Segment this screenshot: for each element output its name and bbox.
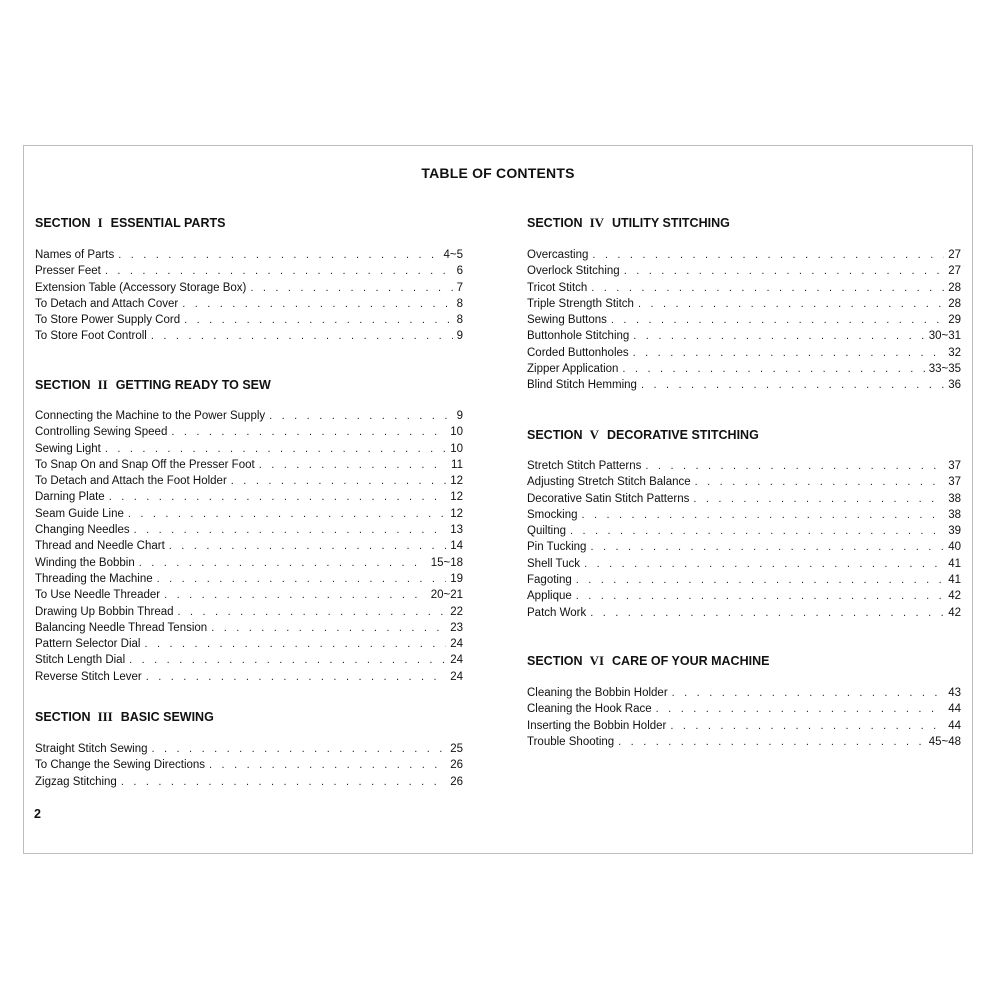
toc-entry-page: 26 <box>450 775 463 788</box>
toc-entry-label: Zipper Application <box>527 363 619 376</box>
toc-entry-label: Seam Guide Line <box>35 507 124 520</box>
toc-entry <box>527 701 961 717</box>
toc-entry-label: Overlock Stitching <box>527 265 620 278</box>
section-numeral: VI <box>589 653 605 668</box>
toc-entry <box>527 361 961 377</box>
toc-entry <box>35 441 463 457</box>
toc-entry-page: 36 <box>948 379 961 392</box>
toc-entry <box>35 620 463 636</box>
dot-leader <box>611 312 944 328</box>
dot-leader <box>591 280 944 296</box>
toc-entry-label: Blind Stitch Hemming <box>527 379 637 392</box>
section-label: SECTION <box>527 654 583 668</box>
toc-entry-page: 28 <box>948 281 961 294</box>
dot-leader <box>618 734 925 750</box>
dot-leader <box>118 247 439 263</box>
toc-entry <box>527 491 961 507</box>
dot-leader <box>582 507 945 523</box>
toc-entry-page: 14 <box>450 540 463 553</box>
toc-entry-label: Reverse Stitch Lever <box>35 670 142 683</box>
section-name: UTILITY STITCHING <box>612 216 730 230</box>
toc-entry-label: Shell Tuck <box>527 557 581 570</box>
toc-entry <box>35 604 463 620</box>
toc-entry-page: 32 <box>948 346 961 359</box>
toc-entry-page: 8 <box>456 297 463 310</box>
dot-leader <box>178 604 447 620</box>
toc-entry-label: Triple Strength Stitch <box>527 297 634 310</box>
toc-entry-label: Straight Stitch Sewing <box>35 743 148 755</box>
toc-entry <box>35 280 463 296</box>
toc-entry-page: 27 <box>948 249 961 261</box>
toc-entry <box>35 506 463 522</box>
toc-entry-label: Drawing Up Bobbin Thread <box>35 605 174 618</box>
section-numeral: III <box>97 709 113 724</box>
dot-leader <box>570 523 944 539</box>
section-name: BASIC SEWING <box>120 710 214 724</box>
toc-entry <box>527 572 961 588</box>
dot-leader <box>641 377 944 393</box>
toc-entry-page: 24 <box>450 670 463 683</box>
toc-entry <box>527 345 961 361</box>
dot-leader <box>105 263 453 279</box>
toc-entry <box>35 424 463 440</box>
toc-entry-label: To Detach and Attach Cover <box>35 297 179 310</box>
toc-entry <box>35 312 463 328</box>
toc-entry-page: 24 <box>450 654 463 667</box>
section-heading-4 <box>527 215 730 231</box>
toc-entry-page: 19 <box>450 572 463 585</box>
dot-leader <box>656 701 945 717</box>
toc-entry-label: Corded Buttonholes <box>527 346 629 359</box>
toc-entry <box>35 296 463 312</box>
toc-entry <box>35 473 463 489</box>
section-heading-3 <box>35 709 214 725</box>
toc-entry-label: Smocking <box>527 508 578 521</box>
toc-entry-label: Sewing Light <box>35 442 101 455</box>
toc-entry-page: 42 <box>948 590 961 603</box>
toc-entry <box>35 741 463 757</box>
toc-entry-page: 4~5 <box>443 249 463 261</box>
toc-entry-page: 45~48 <box>928 735 961 748</box>
toc-entry <box>35 489 463 505</box>
dot-leader <box>269 408 452 424</box>
dot-leader <box>672 685 945 701</box>
section-name: GETTING READY TO SEW <box>115 378 271 392</box>
toc-entry-label: To Detach and Attach the Foot Holder <box>35 475 227 488</box>
toc-entry-page: 12 <box>450 507 463 520</box>
toc-entry-page: 24 <box>450 638 463 651</box>
toc-entry-page: 33~35 <box>928 363 961 376</box>
dot-leader <box>576 572 944 588</box>
toc-entry-label: Pin Tucking <box>527 541 587 554</box>
toc-entry-label: Patch Work <box>527 606 587 619</box>
dot-leader <box>152 741 447 757</box>
dot-leader <box>128 506 446 522</box>
dot-leader <box>157 571 447 587</box>
toc-entry <box>527 539 961 555</box>
section-label: SECTION <box>527 428 583 442</box>
dot-leader <box>146 669 446 685</box>
toc-entry-page: 11 <box>451 458 463 471</box>
toc-entry-label: Sewing Buttons <box>527 314 607 327</box>
toc-entry <box>527 296 961 312</box>
section-name: DECORATIVE STITCHING <box>606 428 759 442</box>
section-name: CARE OF YOUR MACHINE <box>612 654 770 668</box>
toc-entry-page: 25 <box>450 743 463 755</box>
toc-entry-label: Extension Table (Accessory Storage Box) <box>35 281 247 294</box>
dot-leader <box>633 345 945 361</box>
toc-entry-label: Zigzag Stitching <box>35 775 117 788</box>
toc-entry-label: Stretch Stitch Patterns <box>527 460 642 472</box>
toc-entry-page: 9 <box>456 410 463 422</box>
section-5-entries <box>527 458 961 621</box>
toc-entry-label: Buttonhole Stitching <box>527 330 630 343</box>
toc-entry-page: 10 <box>450 442 463 455</box>
dot-leader <box>645 458 944 474</box>
section-numeral: I <box>97 215 103 230</box>
toc-entry-label: Adjusting Stretch Stitch Balance <box>527 476 691 489</box>
toc-entry-page: 12 <box>450 475 463 488</box>
toc-entry <box>527 377 961 393</box>
toc-entry-label: Names of Parts <box>35 249 115 261</box>
toc-entry-label: Cleaning the Bobbin Holder <box>527 687 668 699</box>
dot-leader <box>624 263 945 279</box>
toc-entry <box>527 280 961 296</box>
section-numeral: V <box>589 427 599 442</box>
toc-entry-page: 41 <box>948 574 961 587</box>
toc-entry-label: Fagoting <box>527 574 572 587</box>
toc-entry-label: Winding the Bobbin <box>35 556 135 569</box>
toc-entry-page: 7 <box>456 281 463 294</box>
toc-entry-page: 30~31 <box>928 330 961 343</box>
toc-entry-label: To Store Power Supply Cord <box>35 314 181 327</box>
toc-entry-page: 15~18 <box>430 556 463 569</box>
toc-entry <box>527 328 961 344</box>
toc-entry-page: 37 <box>948 476 961 489</box>
section-label: SECTION <box>35 216 91 230</box>
toc-entry <box>527 718 961 734</box>
dot-leader <box>592 247 944 263</box>
toc-entry-page: 28 <box>948 297 961 310</box>
toc-entry-page: 23 <box>450 621 463 634</box>
toc-entry <box>527 523 961 539</box>
dot-leader <box>211 620 446 636</box>
dot-leader <box>231 473 446 489</box>
toc-entry <box>35 555 463 571</box>
section-label: SECTION <box>35 378 91 392</box>
toc-entry-page: 37 <box>948 460 961 472</box>
toc-entry-page: 29 <box>948 314 961 327</box>
toc-entry <box>527 734 961 750</box>
toc-entry <box>527 556 961 572</box>
toc-entry-label: Applique <box>527 590 572 603</box>
toc-entry-page: 6 <box>456 265 463 278</box>
toc-entry-label: Thread and Needle Chart <box>35 540 165 553</box>
section-label: SECTION <box>527 216 583 230</box>
manual-page <box>23 145 973 854</box>
toc-entry-page: 40 <box>948 541 961 554</box>
dot-leader <box>693 491 944 507</box>
toc-entry-label: Presser Feet <box>35 265 101 278</box>
toc-entry-label: To Change the Sewing Directions <box>35 759 206 772</box>
dot-leader <box>109 489 447 505</box>
section-name: ESSENTIAL PARTS <box>110 216 226 230</box>
toc-entry-page: 27 <box>948 265 961 278</box>
section-heading-6 <box>527 653 769 669</box>
section-label: SECTION <box>35 710 91 724</box>
toc-entry-page: 44 <box>948 703 961 716</box>
dot-leader <box>590 539 944 555</box>
toc-entry-page: 26 <box>450 759 463 772</box>
dot-leader <box>121 774 446 790</box>
dot-leader <box>184 312 452 328</box>
toc-entry <box>35 669 463 685</box>
toc-entry-label: Darning Plate <box>35 491 105 504</box>
toc-entry-label: Quilting <box>527 525 566 538</box>
dot-leader <box>638 296 944 312</box>
toc-entry-label: Connecting the Machine to the Power Supply <box>35 410 266 422</box>
dot-leader <box>622 361 924 377</box>
toc-entry-page: 13 <box>450 524 463 537</box>
toc-entry-page: 38 <box>948 508 961 521</box>
toc-entry <box>35 328 463 344</box>
toc-entry-label: Inserting the Bobbin Holder <box>527 719 667 732</box>
toc-entry <box>527 588 961 604</box>
toc-entry <box>35 587 463 603</box>
toc-entry-label: Decorative Satin Stitch Patterns <box>527 492 690 505</box>
toc-entry <box>527 605 961 621</box>
toc-entry-page: 20~21 <box>430 589 463 602</box>
dot-leader <box>590 605 944 621</box>
toc-entry-label: Changing Needles <box>35 524 130 537</box>
toc-entry <box>527 507 961 523</box>
dot-leader <box>171 424 446 440</box>
toc-entry-label: Overcasting <box>527 249 589 261</box>
toc-entry <box>35 652 463 668</box>
dot-leader <box>151 328 453 344</box>
toc-entry <box>527 458 961 474</box>
section-4-entries <box>527 247 961 394</box>
dot-leader <box>209 757 446 773</box>
toc-entry-page: 38 <box>948 492 961 505</box>
toc-entry <box>35 757 463 773</box>
toc-entry <box>35 774 463 790</box>
toc-entry-page: 12 <box>450 491 463 504</box>
page-title: TABLE OF CONTENTS <box>421 165 575 181</box>
toc-entry <box>35 457 463 473</box>
toc-entry-page: 9 <box>456 330 463 343</box>
section-6-entries <box>527 685 961 750</box>
toc-entry <box>527 247 961 263</box>
dot-leader <box>670 718 944 734</box>
dot-leader <box>134 522 447 538</box>
dot-leader <box>129 652 446 668</box>
toc-entry-page: 8 <box>456 314 463 327</box>
dot-leader <box>633 328 924 344</box>
dot-leader <box>576 588 944 604</box>
toc-entry <box>35 538 463 554</box>
toc-entry <box>35 522 463 538</box>
dot-leader <box>164 587 427 603</box>
section-3-entries <box>35 741 463 790</box>
dot-leader <box>584 556 944 572</box>
toc-entry <box>527 263 961 279</box>
toc-entry <box>35 636 463 652</box>
toc-entry-page: 39 <box>948 525 961 538</box>
toc-entry-page: 43 <box>948 687 961 699</box>
section-2-entries <box>35 408 463 685</box>
section-heading-5 <box>527 427 759 443</box>
toc-entry-label: To Snap On and Snap Off the Presser Foot <box>35 458 255 471</box>
toc-entry <box>35 247 463 263</box>
toc-entry-label: Tricot Stitch <box>527 281 588 294</box>
toc-entry <box>527 312 961 328</box>
toc-entry <box>527 685 961 701</box>
toc-entry-label: Cleaning the Hook Race <box>527 703 652 716</box>
toc-entry <box>35 571 463 587</box>
section-numeral: IV <box>589 215 605 230</box>
dot-leader <box>695 474 945 490</box>
section-1-entries <box>35 247 463 345</box>
dot-leader <box>105 441 446 457</box>
dot-leader <box>144 636 446 652</box>
toc-entry-label: Controlling Sewing Speed <box>35 426 168 439</box>
section-numeral: II <box>97 377 108 392</box>
toc-entry <box>527 474 961 490</box>
toc-entry-label: Stitch Length Dial <box>35 654 126 667</box>
toc-entry-page: 44 <box>948 719 961 732</box>
toc-entry-label: Trouble Shooting <box>527 735 615 748</box>
toc-entry-label: Threading the Machine <box>35 572 153 585</box>
section-heading-2 <box>35 377 271 393</box>
toc-entry-page: 41 <box>948 557 961 570</box>
dot-leader <box>139 555 427 571</box>
dot-leader <box>169 538 446 554</box>
dot-leader <box>250 280 452 296</box>
dot-leader <box>259 457 447 473</box>
toc-entry-page: 22 <box>450 605 463 618</box>
section-heading-1 <box>35 215 225 231</box>
dot-leader <box>182 296 452 312</box>
toc-entry-label: To Store Foot Controll <box>35 330 147 343</box>
toc-entry-page: 10 <box>450 426 463 439</box>
toc-entry-page: 42 <box>948 606 961 619</box>
page-number: 2 <box>34 807 41 821</box>
toc-entry <box>35 263 463 279</box>
toc-entry-label: To Use Needle Threader <box>35 589 161 602</box>
toc-entry <box>35 408 463 424</box>
toc-entry-label: Pattern Selector Dial <box>35 638 141 651</box>
toc-entry-label: Balancing Needle Thread Tension <box>35 621 208 634</box>
